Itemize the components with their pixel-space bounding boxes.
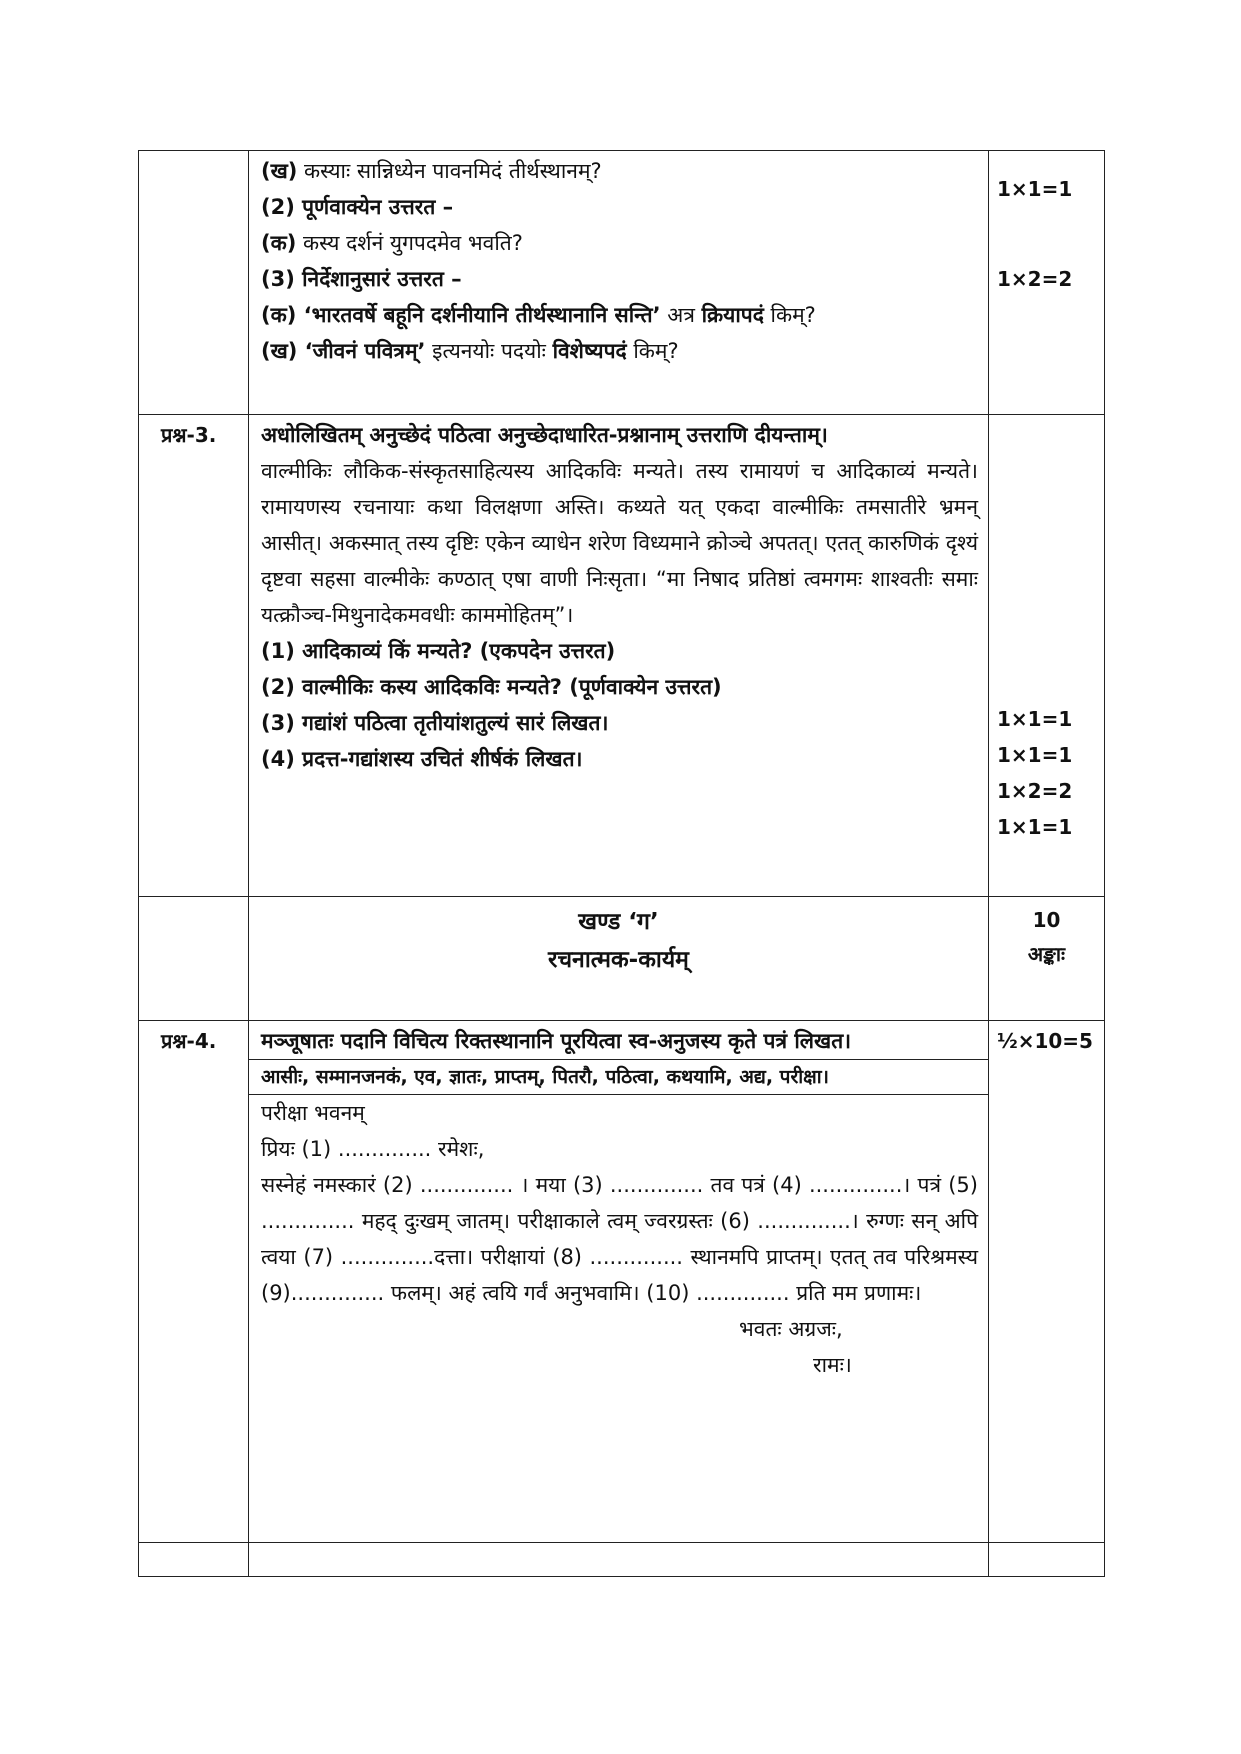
passage: वाल्मीकिः लौकिक-संस्कृतसाहित्यस्य आदिकविः मन्यते। तस्य रामायणं च आदिकाव्यं मन्यते। रामायणस्य रचनायाः कथा विलक्षणा अस्ति। कथ्यते यत् एकदा वाल्मीकिः तमसातीरे भ्रमन् आसीत्। अकस्मात् तस्य दृष्टिः एकेन व्याधेन शरेण विध्यमाने क्रोञ्चे अपतत्। एतत् कारुणिकं दृश्यं दृष्टवा सहसा वाल्मीकेः कण्ठात् एषा वाणी निःसृता। “मा निषाद प्रतिष्ठां त्वमगमः शाश्वतीः समाः यत्क्रौञ्च-मिथुनादेकमवधीः काममोहितम्”। [261,459,978,627]
row-empty [139,1543,1105,1577]
marks-value: 1×1=1 [997,177,1073,201]
marks-cell [989,1543,1105,1577]
marks-value: 1×2=2 [997,267,1073,291]
question-line: (2) पूर्णवाक्येन उत्तरत – [261,195,454,219]
number-cell [139,151,249,415]
row-question-4 [139,1021,1105,1543]
number-cell [139,1021,249,1543]
marks-cell [989,415,1105,897]
marks-value: 1×1=1 [997,815,1073,839]
section-title: खण्ड ‘ग’ [578,909,659,935]
question-paper-page [138,150,1104,1577]
letter-signature: रामः। [813,1353,852,1377]
row-section-heading [139,897,1105,1021]
question-line: (क) कस्य दर्शनं युगपदमेव भवति? [261,231,523,255]
question-number: प्रश्न-4. [161,1029,217,1053]
letter-closing: भवतः अग्रजः, [739,1317,843,1341]
marks-value: 1×2=2 [997,779,1073,803]
question-line: (ख) कस्याः सान्निध्येन पावनमिदं तीर्थस्थानम्? [261,159,602,183]
sub-question: (1) आदिकाव्यं किं मन्यते? (एकपदेन उत्तरत) [261,639,616,663]
sub-question: (4) प्रदत्त-गद्यांशस्य उचितं शीर्षकं लिखत। [261,747,583,771]
question-heading: मञ्जूषातः पदानि विचित्य रिक्तस्थानानि पूरयित्वा स्व-अनुजस्य कृते पत्रं लिखत। [261,1029,852,1053]
letter-salutation: प्रियः (1) .............. रमेशः, [261,1137,485,1161]
content-cell [249,1543,989,1577]
question-heading: अधोलिखितम् अनुच्छेदं पठित्वा अनुच्छेदाधारित-प्रश्नानाम् उत्तराणि दीयन्ताम्। [261,423,828,447]
question-number: प्रश्न-3. [161,423,217,447]
number-cell [139,897,249,1021]
question-line: (ख) ‘जीवनं पवित्रम्’ इत्यनयोः पदयोः विशेष्यपदं किम्? [261,339,679,363]
content-cell [249,415,989,897]
marks-cell [989,1021,1105,1543]
content-cell [249,151,989,415]
section-subtitle: रचनात्मक-कार्यम् [548,947,689,973]
section-marks-label: अङ्काः [1027,942,1066,966]
section-marks: 10 [1032,908,1061,932]
question-line: (क) ‘भारतवर्षे बहूनि दर्शनीयानि तीर्थस्थानानि सन्ति’ अत्र क्रियापदं किम्? [261,303,816,327]
word-box: आसीः, सम्मानजनकं, एव, ज्ञातः, प्राप्तम्, पितरौ, पठित्वा, कथयामि, अद्य, परीक्षा। [249,1059,988,1095]
letter-address: परीक्षा भवनम् [261,1101,365,1125]
marks-value: ½×10=5 [997,1029,1093,1053]
sub-question: (2) वाल्मीकिः कस्य आदिकविः मन्यते? (पूर्णवाक्येन उत्तरत) [261,675,722,699]
letter-body: सस्नेहं नमस्कारं (2) .............. । मया (3) .............. तव पत्रं (4) ..............। पत्रं (5) .............. महद् दुःखम् जातम्। परीक्षाकाले त्वम् ज्वरग्रस्तः (6) ..............। रुग्णः सन् अपि त्वया (7) ..............दत्ता। परीक्षायां (8) .............. स्थानमपि प्राप्तम्। एतत् तव परिश्रमस्य (9).............. फलम्। अहं त्वयि गर्वं अनुभवामि। (10) .............. प्रति मम प्रणामः। [261,1173,978,1305]
number-cell [139,415,249,897]
marks-cell [989,897,1105,1021]
content-cell [249,1021,989,1543]
marks-cell [989,151,1105,415]
question-table [138,150,1105,1577]
marks-value: 1×1=1 [997,743,1073,767]
sub-question: (3) गद्यांशं पठित्वा तृतीयांशतुल्यं सारं लिखत। [261,711,609,735]
marks-value: 1×1=1 [997,707,1073,731]
row-question-3 [139,415,1105,897]
content-cell [249,897,989,1021]
number-cell [139,1543,249,1577]
question-line: (3) निर्देशानुसारं उत्तरत – [261,267,462,291]
row-question-2-continued [139,151,1105,415]
